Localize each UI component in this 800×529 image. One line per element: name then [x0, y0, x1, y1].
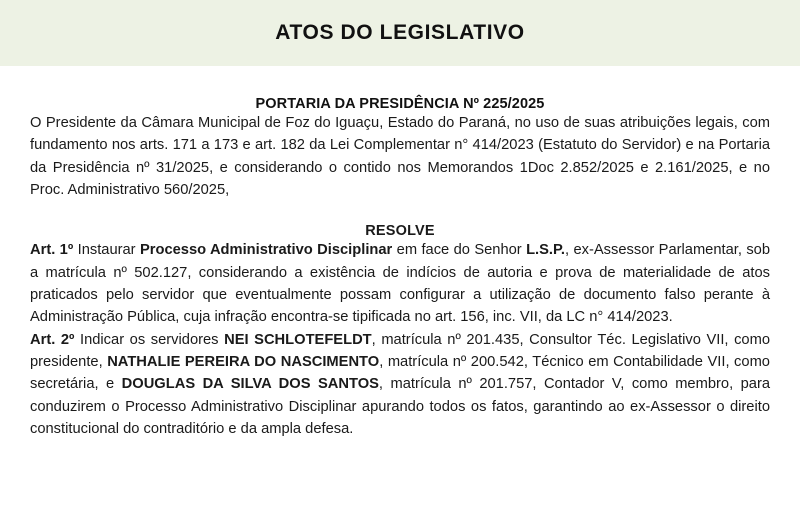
article-2-text-1: Indicar os servidores: [74, 331, 225, 348]
article-2-bold-2: NATHALIE PEREIRA DO NASCIMENTO: [107, 354, 380, 371]
resolve-heading: RESOLVE: [365, 223, 435, 240]
article-1-marker: Art. 1º: [30, 242, 74, 259]
article-1-text-2: em face do Senhor: [392, 242, 527, 259]
document-content: [0, 96, 800, 440]
article-1-text-1: Instaurar: [73, 242, 140, 259]
article-2-bold-3: DOUGLAS DA SILVA DOS SANTOS: [121, 376, 379, 393]
article-1-text-3: , ex-Assessor Parlamentar, sob a matrícula nº 502.127, considerando a existência de indícios de autoria e prova de materialidade de atos praticados pelo servidor que eventualmente possam configurar a utilização de documento falso perante à Administração Pública, cuja infração encontra-se tipificada no art. 156, inc. VII, da LC n° 414/2023.: [30, 242, 770, 326]
article-2-text-4: , matrícula nº 201.757, Contador V, como membro, para conduzirem o Processo Administrativo Disciplinar apurando todos os fatos, garantindo ao ex-Assessor o direito constitucional do contraditório e da ampla defesa.: [30, 376, 771, 438]
article-1-bold-2: L.S.P.: [526, 242, 565, 259]
section-header-title: ATOS DO LEGISLATIVO: [275, 21, 525, 44]
article-1-bold-1: Processo Administrativo Disciplinar: [139, 242, 393, 259]
article-1-paragraph: [30, 239, 770, 328]
article-2-paragraph: [30, 329, 770, 441]
article-2-marker: Art. 2º: [30, 331, 75, 348]
preamble-paragraph: O Presidente da Câmara Municipal de Foz do Iguaçu, Estado do Paraná, no uso de suas atribuições legais, com fundamento nos arts. 171 a 173 e art. 182 da Lei Complementar n° 414/2023 (Estatuto do Servidor) e na Portaria da Presidência nº 31/2025, e considerando o contido nos Memorandos 1Doc 2.852/2025 e 2.161/2025, e no Proc. Administrativo 560/2025,: [30, 115, 770, 199]
article-2-text-2: , matrícula nº 201.435, Consultor Téc. Legislativo VII, como presidente,: [30, 331, 770, 371]
article-2-text-3: , matrícula nº 200.542, Técnico em Contabilidade VII, como secretária, e: [30, 354, 770, 393]
section-header-band: [0, 0, 800, 66]
article-2-bold-1: NEI SCHLOTEFELDT: [224, 331, 372, 348]
document-title: PORTARIA DA PRESIDÊNCIA Nº 225/2025: [255, 96, 545, 112]
